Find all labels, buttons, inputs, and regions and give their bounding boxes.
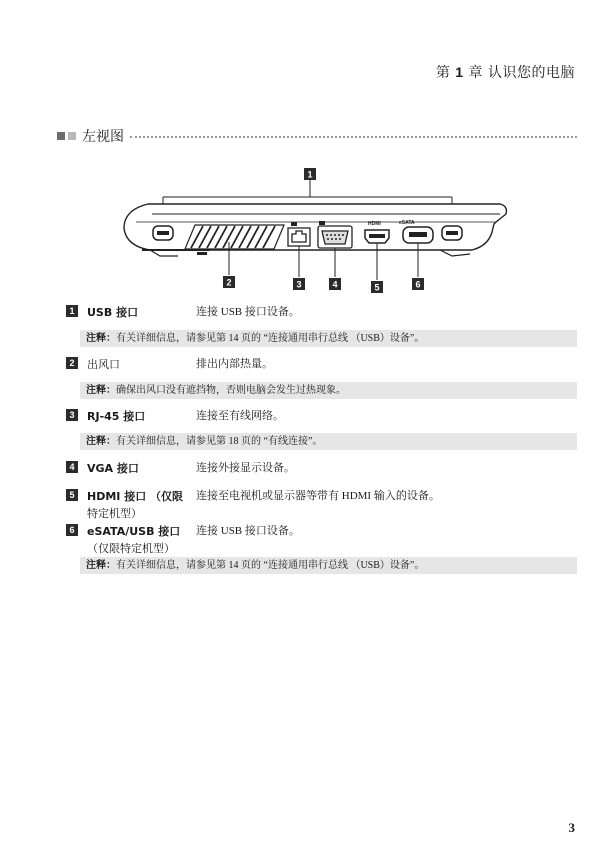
- laptop-left-side-diagram: [0, 0, 613, 300]
- item-description: 连接至电视机或显示器等带有 HDMI 输入的设备。: [196, 490, 440, 502]
- callout-label-6: 6: [415, 279, 421, 290]
- page-number: 3: [568, 820, 575, 835]
- vent-icon: [185, 225, 284, 249]
- note-usb: [80, 330, 577, 347]
- item-number: 6: [66, 524, 78, 536]
- usb-tongue-right: [446, 231, 458, 235]
- item-label-line1: eSATA/USB 接口: [87, 525, 181, 538]
- note-vent: [80, 382, 577, 399]
- note-label: 注释：: [86, 436, 116, 447]
- callout-label-4: 4: [332, 279, 338, 290]
- note-esata-usb: [80, 557, 577, 574]
- item-description: 连接 USB 接口设备。: [196, 525, 300, 537]
- item-label: [87, 488, 192, 522]
- item-number: 2: [66, 357, 78, 369]
- item-label-line1: HDMI 接口 （仅限: [87, 490, 184, 503]
- note-text: 有关详细信息，请参见第 14 页的 “连接通用串行总线 （USB）设备”。: [116, 560, 425, 571]
- item-description: 排出内部热量。: [196, 358, 273, 370]
- item-description: 连接 USB 接口设备。: [196, 306, 300, 318]
- usb-tongue-left: [157, 231, 169, 235]
- note-label: 注释：: [86, 560, 116, 571]
- hdmi-port-icon: [365, 230, 389, 243]
- item-label: VGA 接口: [87, 462, 139, 475]
- item-label-line2: （仅限特定机型）: [87, 542, 175, 555]
- chapter-title: 章 认识您的电脑: [468, 65, 575, 81]
- item-label: USB 接口: [87, 306, 139, 319]
- callout-label-1: 1: [307, 169, 313, 180]
- callout-label-2: 2: [226, 277, 232, 288]
- esata-mark-text: eSATA: [399, 220, 415, 226]
- item-label-line2: 特定机型）: [87, 507, 142, 520]
- note-text: 有关详细信息，请参见第 14 页的 “连接通用串行总线 （USB）设备”。: [116, 333, 425, 344]
- item-number: 4: [66, 461, 78, 473]
- item-description: 连接至有线网络。: [196, 410, 284, 422]
- callout-label-3: 3: [296, 279, 302, 290]
- note-label: 注释：: [86, 333, 116, 344]
- item-number: 1: [66, 305, 78, 317]
- item-number: 3: [66, 409, 78, 421]
- item-number: 5: [66, 489, 78, 501]
- item-label: 出风口: [87, 358, 120, 371]
- chapter-number: 1: [455, 64, 464, 80]
- chapter-prefix: 第: [435, 65, 451, 81]
- section-title: 左视图: [82, 129, 124, 145]
- callout-label-5: 5: [374, 282, 380, 293]
- note-text: 确保出风口没有遮挡物，否则电脑会发生过热现象。: [116, 385, 346, 396]
- note-label: 注释：: [86, 385, 116, 396]
- item-description: 连接外接显示设备。: [196, 462, 295, 474]
- hdmi-mark-text: HDMI: [368, 221, 381, 227]
- note-text: 有关详细信息，请参见第 18 页的 “有线连接”。: [116, 436, 323, 447]
- esata-usb-port-icon: [403, 227, 433, 243]
- note-rj45: [80, 433, 577, 450]
- item-label: RJ-45 接口: [87, 410, 146, 423]
- item-label: [87, 523, 202, 557]
